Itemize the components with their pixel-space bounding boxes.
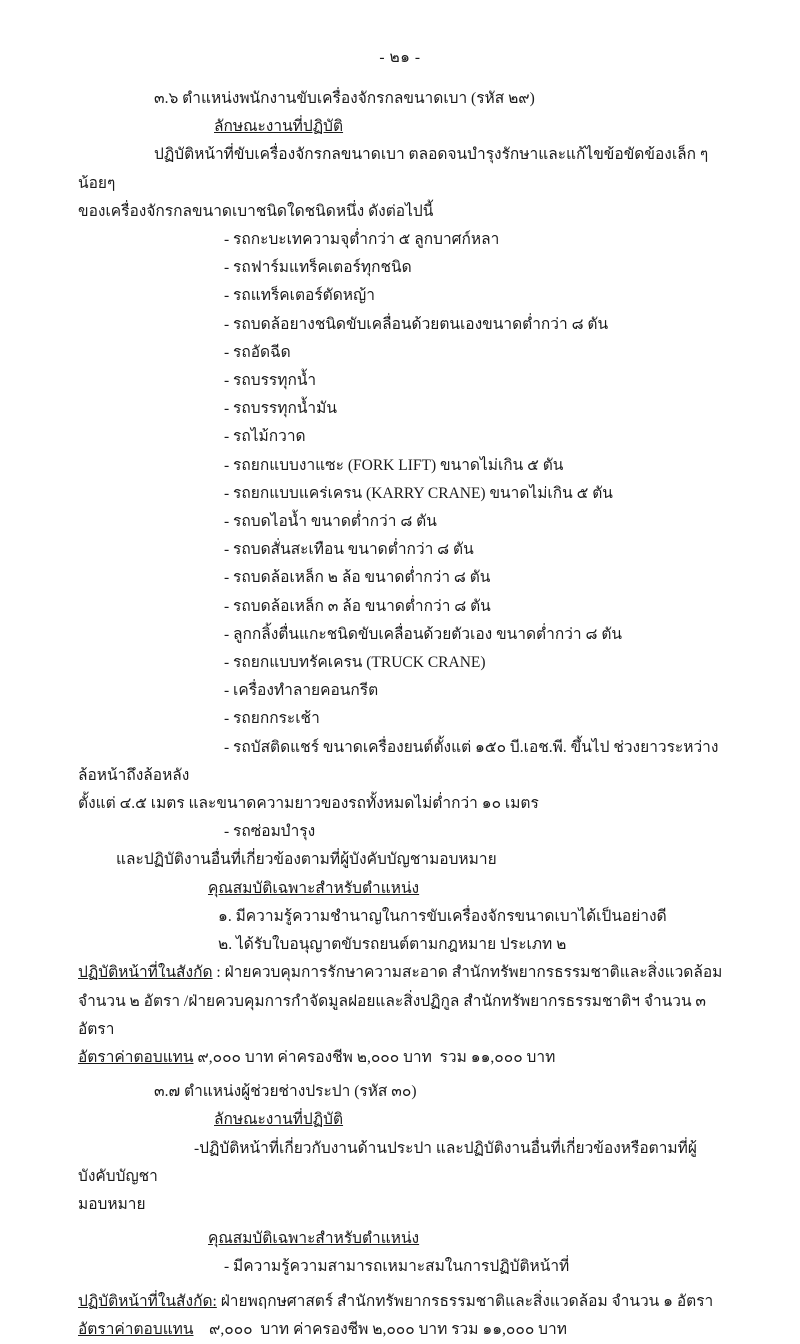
duty-item: - รถบดล้อยางชนิดขับเคลื่อนด้วยตนเองขนาดต่ำกว่า ๘ ตัน [224,315,609,333]
affiliation-text-line1: ฝ่ายพฤกษศาสตร์ สำนักทรัพยากรธรรมชาติและสิ่งแวดล้อม จำนวน ๑ อัตรา [216,1292,714,1310]
duty-item: - รถยกแบบแคร่เครน (KARRY CRANE) ขนาดไม่เกิน ๕ ตัน [224,484,613,502]
document-page [0,44,800,1338]
section-3-6-duties-heading: ลักษณะงานที่ปฏิบัติ [214,118,344,136]
section-3-6-duties-intro-line2: ของเครื่องจักรกลขนาดเบาชนิดใดชนิดหนึ่ง ดังต่อไปนี้ [78,202,434,220]
duty-item: - รถบรรทุกน้ำมัน [224,400,337,418]
affiliation-text-line1: : ฝ่ายควบคุมการรักษาความสะอาด สำนักทรัพยากรธรรมชาติและสิ่งแวดล้อม [212,964,723,982]
duty-item: - รถยกกระเช้า [224,710,320,728]
section-3-6-salary [78,1044,728,1072]
qualification-item: - มีความรู้ความสามารถเหมาะสมในการปฏิบัติหน้าที่ [224,1258,570,1276]
section-3-7 [78,1078,728,1344]
qualification-item: ๒. ได้รับใบอนุญาตขับรถยนต์ตามกฎหมาย ประเภท ๒ [218,936,567,954]
section-3-7-duties-line1: -ปฏิบัติหน้าที่เกี่ยวกับงานด้านประปา และปฏิบัติงานอื่นที่เกี่ยวข้องหรือตามที่ผู้บังคับบัญชา [78,1139,697,1185]
duty-item: - รถบดล้อเหล็ก ๓ ล้อ ขนาดต่ำกว่า ๘ ตัน [224,597,491,615]
duty-item: - รถบดไอน้ำ ขนาดต่ำกว่า ๘ ตัน [224,513,437,531]
duty-item: - รถบดล้อเหล็ก ๒ ล้อ ขนาดต่ำกว่า ๘ ตัน [224,569,491,587]
section-3-6-duties-intro-line1: ปฏิบัติหน้าที่ขับเครื่องจักรกลขนาดเบา ตลอดจนบำรุงรักษาและแก้ไขข้อขัดข้องเล็ก ๆ น้อยๆ [78,146,713,192]
duty-item: - รถฟาร์มแทร็คเตอร์ทุกชนิด [224,259,412,277]
salary-value: ๙,๐๐๐ บาท ค่าครองชีพ ๒,๐๐๐ บาท รวม ๑๑,๐๐๐ บาท [193,1320,567,1338]
affiliation-label: ปฏิบัติหน้าที่ในสังกัด: [78,1292,217,1310]
section-3-7-qualification-heading: คุณสมบัติเฉพาะสำหรับตำแหน่ง [208,1230,420,1248]
document-body [0,85,800,1344]
section-3-7-salary [78,1316,728,1344]
page-number: - ๒๑ - [379,49,421,66]
section-3-6-title: ๓.๖ ตำแหน่งพนักงานขับเครื่องจักรกลขนาดเบา (รหัส ๒๙) [154,90,535,107]
section-3-6-affiliation [78,959,728,987]
duty-item-last: - รถซ่อมบำรุง [224,823,316,841]
section-3-6 [78,85,728,1072]
section-3-7-duties-heading: ลักษณะงานที่ปฏิบัติ [214,1111,344,1129]
qualification-item: ๑. มีความรู้ความชำนาญในการขับเครื่องจักรขนาดเบาได้เป็นอย่างดี [218,907,667,925]
section-3-7-affiliation [78,1288,728,1316]
duty-item: - รถบรรทุกน้ำ [224,372,317,390]
duty-item: - รถแทร็คเตอร์ตัดหญ้า [224,287,375,305]
salary-value: ๙,๐๐๐ บาท ค่าครองชีพ ๒,๐๐๐ บาท รวม ๑๑,๐๐๐ บาท [193,1048,556,1066]
duty-item: - เครื่องทำลายคอนกรีต [224,682,379,700]
duty-item: - รถกะบะเทความจุต่ำกว่า ๕ ลูกบาศก์หลา [224,231,500,249]
duty-item-long-line1: - รถบัสติดแชร์ ขนาดเครื่องยนต์ตั้งแต่ ๑๕๐ บี.เอช.พี. ขึ้นไป ช่วงยาวระหว่างล้อหน้าถึงล้อหลัง [78,738,719,784]
section-3-6-affiliation-line2: จำนวน ๒ อัตรา /ฝ่ายควบคุมการกำจัดมูลฝอยและสิ่งปฏิกูล สำนักทรัพยากรธรรมชาติฯ จำนวน ๓ อัตรา [78,992,710,1038]
duty-item: - รถยกแบบงาแซะ (FORK LIFT) ขนาดไม่เกิน ๕ ตัน [224,456,564,474]
section-3-7-duties-line2: มอบหมาย [78,1195,146,1213]
duty-item: - รถบดสั่นสะเทือน ขนาดต่ำกว่า ๘ ตัน [224,541,474,559]
section-3-6-qualification-heading: คุณสมบัติเฉพาะสำหรับตำแหน่ง [208,879,420,897]
section-3-7-title: ๓.๗ ตำแหน่งผู้ช่วยช่างประปา (รหัส ๓๐) [154,1083,417,1101]
salary-label: อัตราค่าตอบแทน [78,1320,194,1338]
duty-item: - ลูกกลิ้งตื่นแกะชนิดขับเคลื่อนด้วยตัวเอง ขนาดต่ำกว่า ๘ ตัน [224,625,622,643]
section-3-6-closing-line: และปฏิบัติงานอื่นที่เกี่ยวข้องตามที่ผู้บังคับบัญชามอบหมาย [116,851,497,869]
duty-item: - รถยกแบบทรัคเครน (TRUCK CRANE) [224,654,486,672]
duty-item: - รถอัดฉีด [224,343,291,361]
affiliation-label: ปฏิบัติหน้าที่ในสังกัด [78,964,213,982]
duty-item-long-line2: ตั้งแต่ ๔.๕ เมตร และขนาดความยาวของรถทั้งหมดไม่ต่ำกว่า ๑๐ เมตร [78,795,539,813]
duty-item: - รถไม้กวาด [224,428,306,446]
salary-label: อัตราค่าตอบแทน [78,1048,194,1066]
